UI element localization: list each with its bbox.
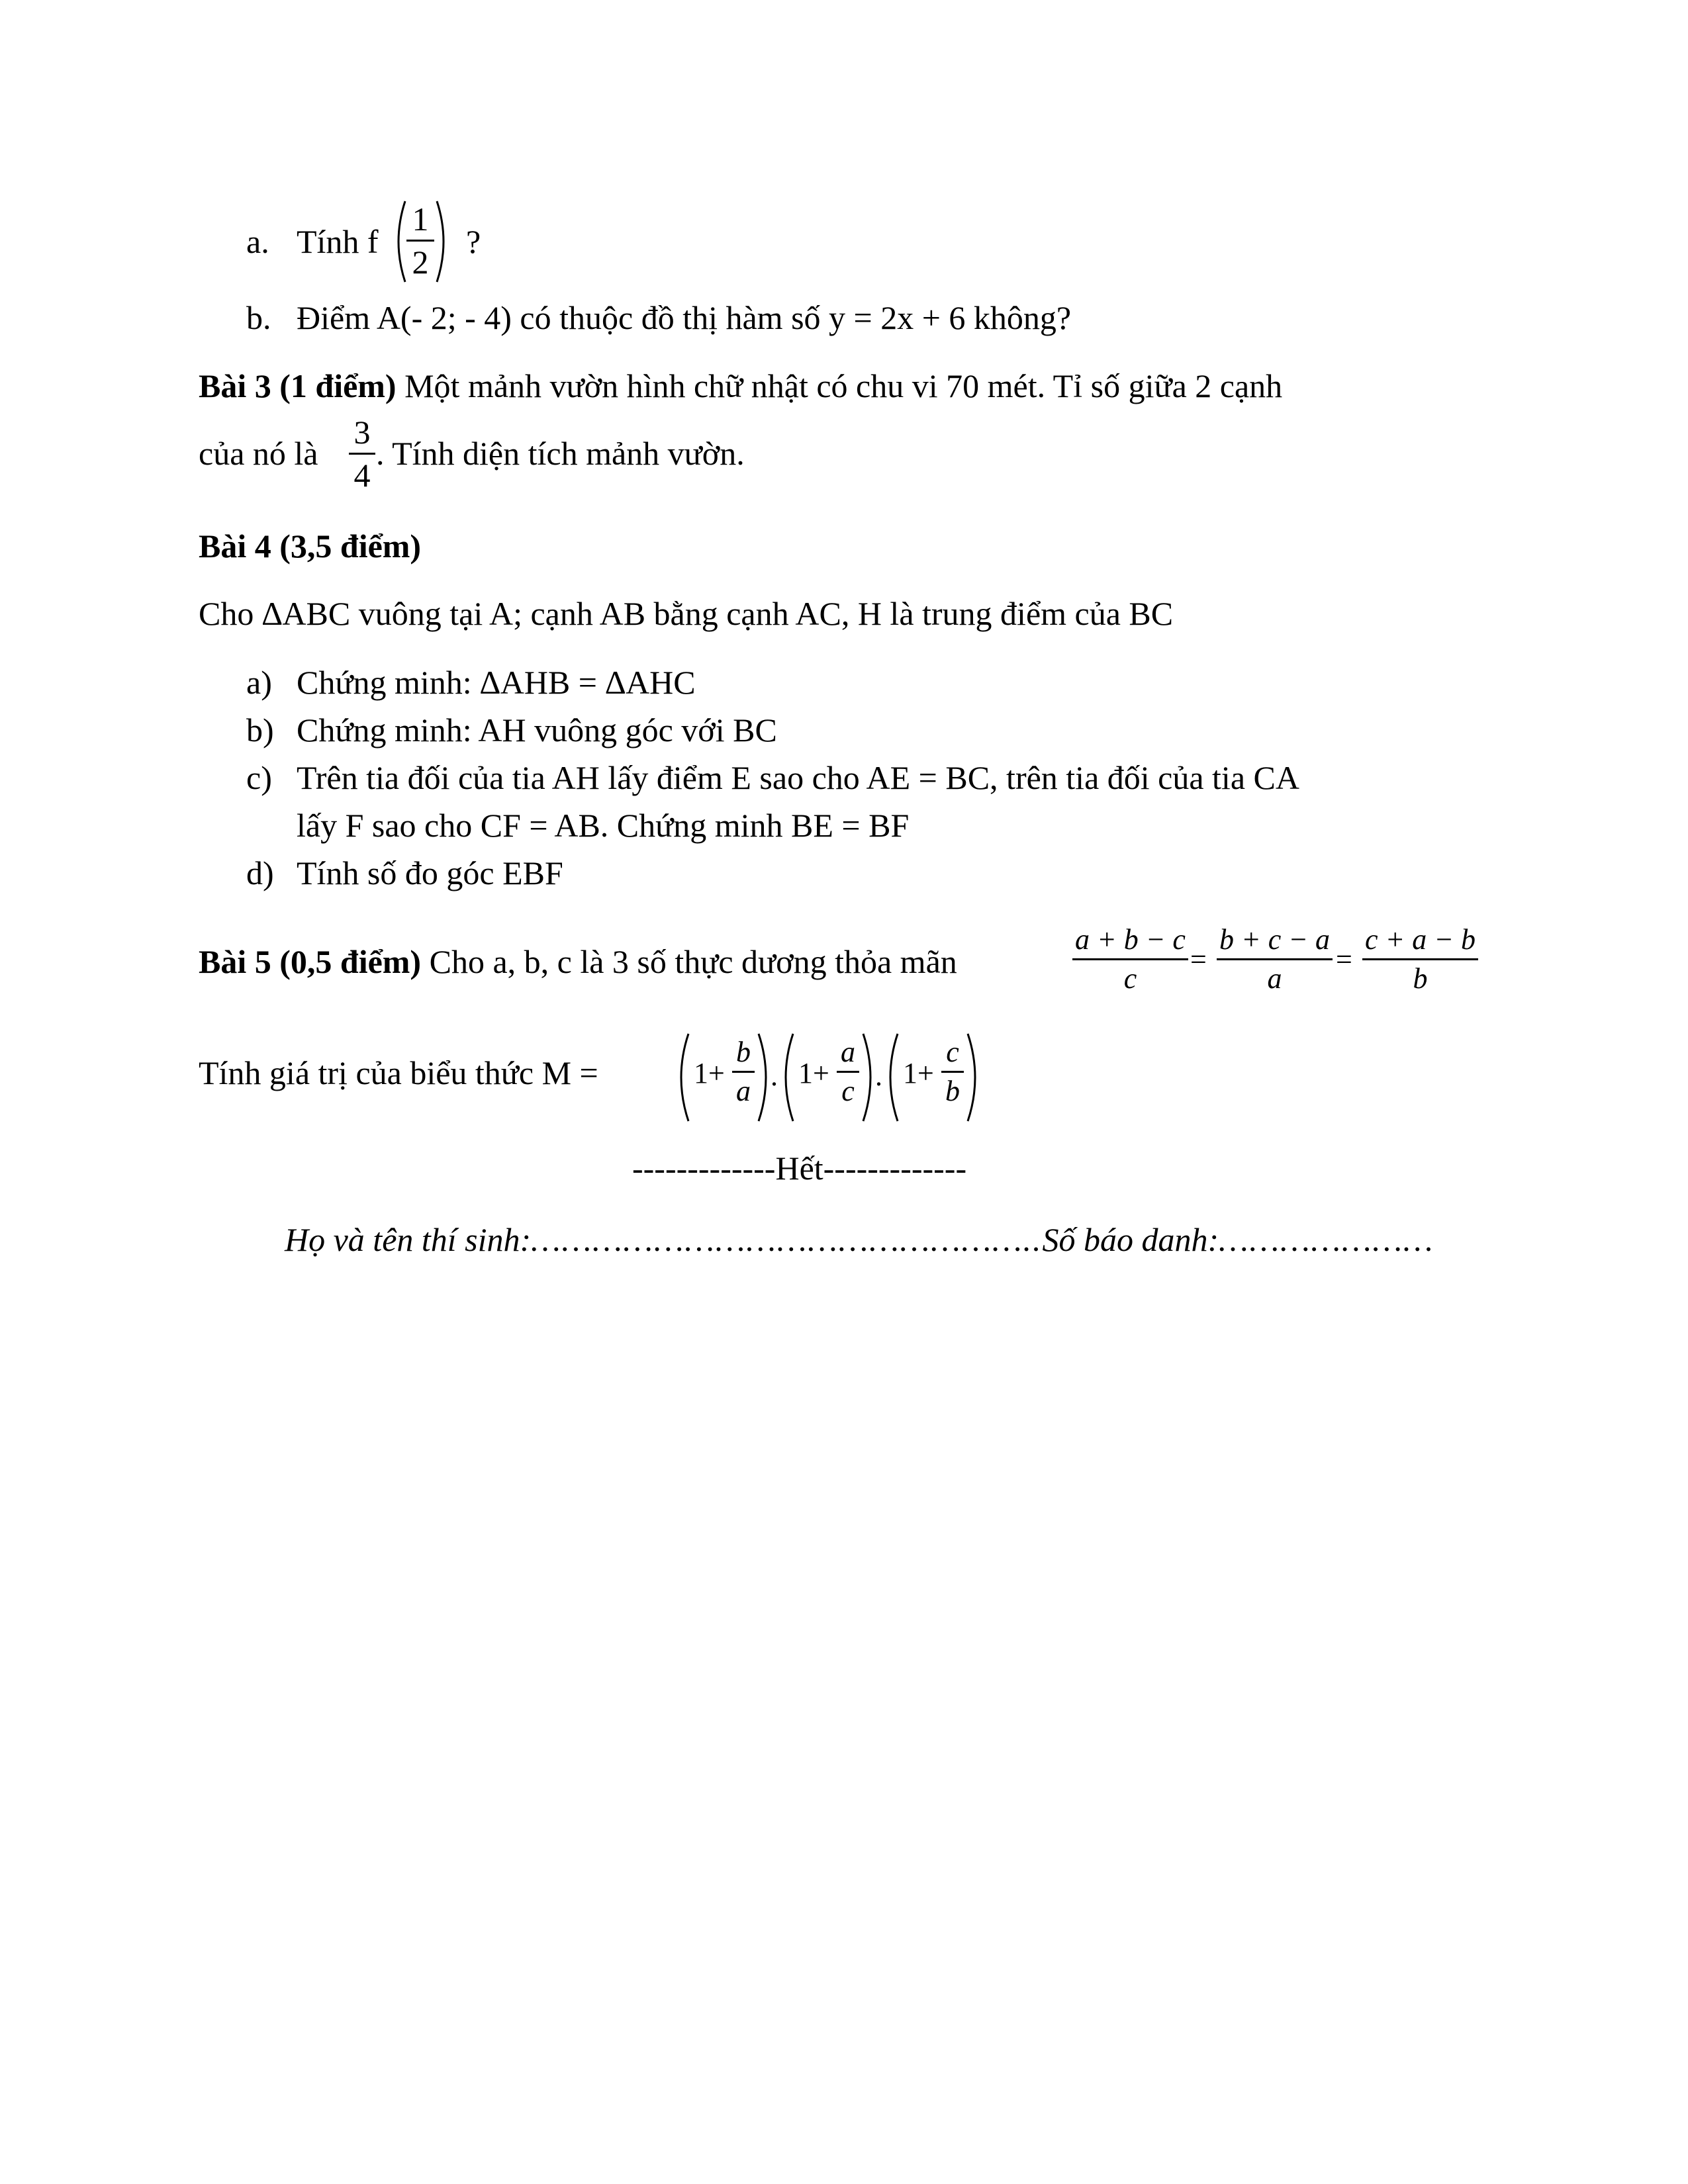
part-a-suffix: ? <box>466 223 481 260</box>
term2-fraction <box>837 1038 859 1106</box>
bai3-frac-den: 4 <box>353 457 371 494</box>
bai4-item-b-label: b) <box>246 711 274 749</box>
bai5-fraction-1 <box>1072 925 1188 993</box>
term1-left-paren <box>671 1031 692 1124</box>
part-a-label: a. <box>246 223 269 260</box>
sbd-label: Số báo danh: <box>1042 1221 1219 1258</box>
part-a-right-paren <box>433 199 453 285</box>
term2-num: a <box>841 1036 855 1068</box>
candidate-footer <box>285 1223 1434 1256</box>
term3-fraction <box>941 1038 964 1106</box>
name-label: Họ và tên thí sinh: <box>285 1221 532 1258</box>
term3-right-paren <box>964 1031 985 1124</box>
bai5-text: Cho a, b, c là 3 số thực dương thỏa mãn <box>429 943 957 980</box>
bai3-fraction <box>349 416 375 492</box>
bai5-eq-1: = <box>1190 943 1207 976</box>
bai5-title: Bài 5 (0,5 điểm) <box>199 943 422 980</box>
bai4-item-d-label: d) <box>246 854 274 891</box>
term2-den: c <box>841 1075 855 1107</box>
bai5-frac1-num: a + b − c <box>1075 923 1186 956</box>
name-dots: ………………………………………….. <box>531 1221 1043 1258</box>
bai5-fraction-2 <box>1217 925 1333 993</box>
part-a-frac-num: 1 <box>412 201 429 238</box>
bai4-intro: Cho ∆ABC vuông tại A; cạnh AB bằng cạnh AC, H là trung điểm của BC <box>199 595 1174 632</box>
sbd-dots: ………………… <box>1219 1221 1434 1258</box>
term1-one: 1+ <box>694 1057 725 1089</box>
fraction-bar <box>941 1071 964 1073</box>
bai4-title <box>199 529 421 563</box>
bai3-text2-before: của nó là <box>199 435 318 472</box>
bai4-item-a-text: Chứng minh: ∆AHB = ∆AHC <box>297 664 696 701</box>
bai5-frac3-den: b <box>1413 962 1428 995</box>
bai5-frac2-den: a <box>1267 962 1282 995</box>
term3-den: b <box>945 1075 960 1107</box>
part-a-fraction <box>406 203 434 279</box>
bai4-item-c-label: c) <box>246 759 272 796</box>
bai3-text2-after: . Tính diện tích mảnh vườn. <box>376 435 745 472</box>
fraction-bar <box>406 240 434 242</box>
bai4-item-d-text: Tính số đo góc EBF <box>297 854 563 891</box>
bai3-title: Bài 3 (1 điểm) <box>199 367 397 404</box>
term1-den: a <box>736 1075 751 1107</box>
part-b-label: b. <box>246 299 271 336</box>
part-a-text: Tính f <box>297 223 379 260</box>
fraction-bar <box>1362 958 1478 960</box>
fraction-bar <box>1072 958 1188 960</box>
term2-one: 1+ <box>798 1057 829 1089</box>
bai4-item-a-label: a) <box>246 664 272 701</box>
fraction-bar <box>1217 958 1333 960</box>
bai3-frac-num: 3 <box>353 414 371 451</box>
fraction-bar <box>349 453 375 455</box>
part-a-frac-den: 2 <box>412 244 429 281</box>
term1-num: b <box>736 1036 751 1068</box>
term1-fraction <box>732 1038 755 1106</box>
bai5-frac3-num: c + a − b <box>1365 923 1476 956</box>
bai5-line1 <box>199 945 957 978</box>
bai5-frac2-num: b + c − a <box>1219 923 1330 956</box>
part-b-text: Điểm A(- 2; - 4) có thuộc đồ thị hàm số y = 2x + 6 không? <box>297 299 1072 336</box>
bai3-text1: Một mảnh vườn hình chữ nhật có chu vi 70 mét. Tỉ số giữa 2 cạnh <box>404 367 1283 404</box>
bai5-expr-text: Tính giá trị của biểu thức M = <box>199 1054 598 1091</box>
bai4-item-c-text2: lấy F sao cho CF = AB. Chứng minh BE = BF <box>297 807 910 844</box>
term3-left-paren <box>880 1031 902 1124</box>
term3-one: 1+ <box>903 1057 934 1089</box>
fraction-bar <box>732 1071 755 1073</box>
end-marker: -------------Hết------------- <box>632 1150 967 1187</box>
bai4-item-c-text: Trên tia đối của tia AH lấy điểm E sao cho AE = BC, trên tia đối của tia CA <box>297 759 1299 796</box>
term3-num: c <box>946 1036 959 1068</box>
dot-separator-1: . <box>771 1060 778 1092</box>
bai4-title-text: Bài 4 (3,5 điểm) <box>199 527 422 565</box>
bai4-item-b-text: Chứng minh: AH vuông góc với BC <box>297 711 777 749</box>
bai5-frac1-den: c <box>1123 962 1137 995</box>
bai3-line1 <box>199 369 1282 402</box>
bai5-eq-2: = <box>1336 943 1352 976</box>
term2-left-paren <box>776 1031 797 1124</box>
fraction-bar <box>837 1071 859 1073</box>
bai5-fraction-3 <box>1362 925 1478 993</box>
dot-separator-2: . <box>875 1060 882 1092</box>
